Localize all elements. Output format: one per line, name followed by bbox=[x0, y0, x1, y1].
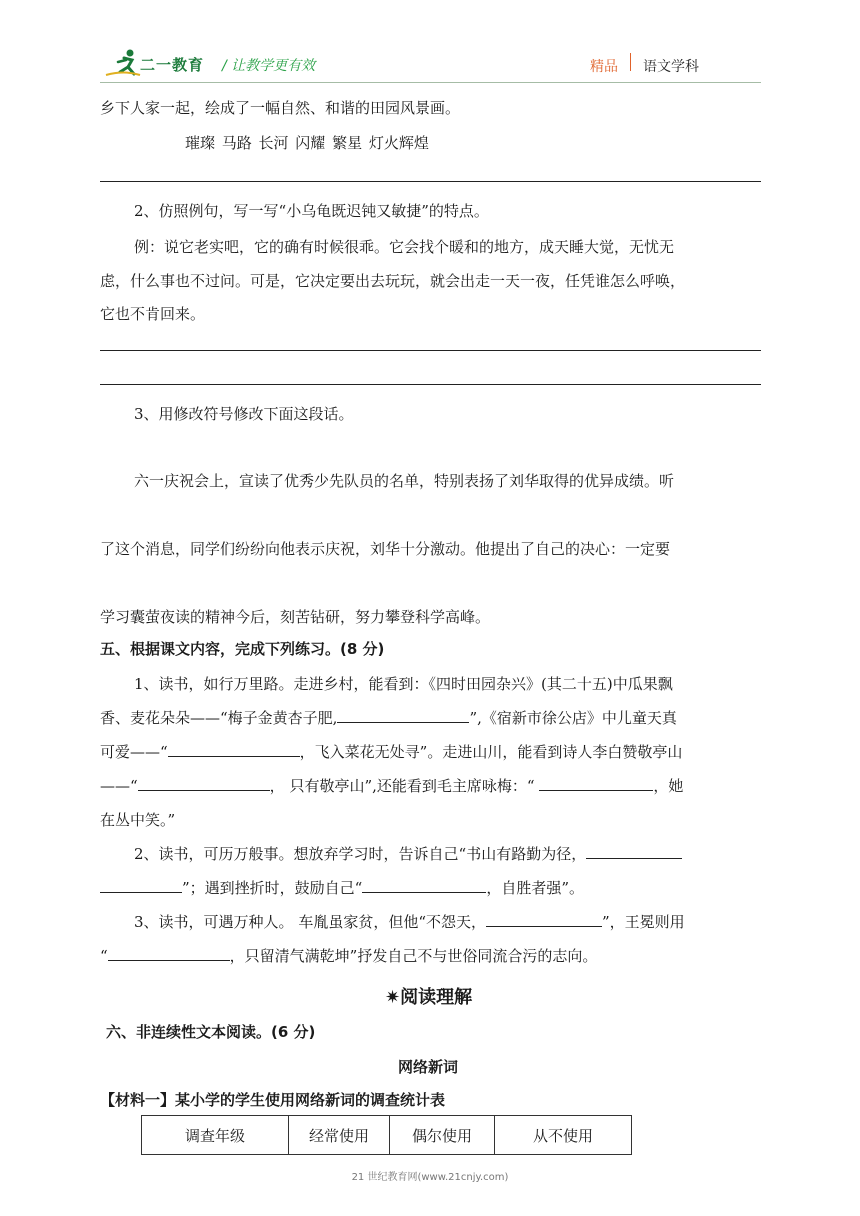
example-line: 它也不肯回来。 bbox=[100, 305, 206, 323]
exercise-text: 3、读书，可遇万种人。 车胤虽家贫，但他“不怨天， bbox=[134, 913, 486, 931]
exercise-text: 可爱——“ bbox=[100, 743, 168, 761]
fill-blank[interactable] bbox=[337, 708, 469, 723]
exercise-text: ，飞入菜花无处寻”。走进山川，能看到诗人李白赞敬亭山 bbox=[299, 743, 683, 761]
text-line: 乡下人家一起，绘成了一幅自然、和谐的田园风景画。 bbox=[100, 99, 461, 117]
example-line: 例：说它老实吧，它的确有时候很乖。它会找个暖和的地方，成天睡大觉，无忧无 bbox=[134, 238, 675, 256]
answer-line bbox=[100, 181, 761, 182]
exercise-text: ”,《宿新市徐公店》中儿童天真 bbox=[469, 709, 677, 727]
survey-table bbox=[141, 1115, 632, 1155]
exercise-line: 1、读书，如行万里路。走进乡村，能看到：《四时田园杂兴》(其二十五)中瓜果飘 bbox=[134, 675, 673, 693]
footer-source: 21 世纪教育网(www.21cnjy.com) bbox=[351, 1172, 509, 1183]
table-header-cell: 调查年级 bbox=[142, 1116, 289, 1155]
logo-text: 二一教育 bbox=[140, 56, 205, 74]
example-line: 虑，什么事也不过问。可是，它决定要出去玩玩，就会出走一天一夜，任凭谁怎么呼唤， bbox=[100, 272, 686, 290]
exercise-text: 2、读书，可历万般事。想放弃学习时，告诉自己“书山有路勤为径， bbox=[134, 845, 587, 863]
table-header-cell: 从不使用 bbox=[495, 1116, 632, 1155]
exercise-line bbox=[100, 775, 683, 796]
table-header-row bbox=[142, 1116, 632, 1155]
answer-line bbox=[100, 384, 761, 385]
exercise-text: ”；遇到挫折时，鼓励自己“ bbox=[182, 879, 363, 897]
tag-divider bbox=[630, 53, 631, 71]
exercise-text: ，只留清气满乾坤”抒发自己不与世俗同流合污的志向。 bbox=[229, 947, 598, 965]
exercise-line bbox=[100, 707, 677, 728]
exercise-line: 在丛中笑。” bbox=[100, 811, 176, 829]
answer-line bbox=[100, 350, 761, 351]
fill-blank[interactable] bbox=[539, 776, 653, 791]
fill-blank[interactable] bbox=[486, 912, 602, 927]
exercise-line bbox=[100, 877, 584, 898]
exercise-line bbox=[134, 911, 685, 932]
tag-subject: 语文学科 bbox=[643, 59, 699, 75]
section-5-title: 五、根据课文内容，完成下列练习。(8 分) bbox=[100, 640, 385, 658]
question-2-title: 2、仿照例句，写一写“小乌龟既迟钝又敏捷”的特点。 bbox=[134, 202, 489, 220]
fill-blank[interactable] bbox=[100, 878, 182, 893]
slogan: / 让教学更有效 bbox=[222, 58, 316, 74]
section-6-title: 六、非连续性文本阅读。(6 分) bbox=[106, 1023, 316, 1041]
fill-blank[interactable] bbox=[586, 844, 682, 859]
material-heading: 【材料一】某小学的学生使用网络新词的调查统计表 bbox=[100, 1091, 446, 1109]
exercise-line bbox=[100, 741, 682, 762]
fill-blank[interactable] bbox=[108, 946, 230, 961]
fill-blank[interactable] bbox=[138, 776, 270, 791]
exercise-text: 香、麦花朵朵——“梅子金黄杏子肥, bbox=[100, 709, 338, 727]
paragraph-line: 了这个消息，同学们纷纷向他表示庆祝，刘华十分激动。他提出了自己的决心：一定要 bbox=[100, 540, 671, 558]
exercise-text: ， 只有敬亭山”,还能看到毛主席咏梅：“ bbox=[269, 777, 540, 795]
paragraph-line: 六一庆祝会上，宣读了优秀少先队员的名单，特别表扬了刘华取得的优异成绩。听 bbox=[134, 472, 675, 490]
exercise-line bbox=[134, 843, 682, 864]
tag-premium: 精品 bbox=[590, 59, 618, 75]
fill-blank[interactable] bbox=[168, 742, 300, 757]
exercise-text: ，她 bbox=[653, 777, 684, 795]
table-header-cell: 经常使用 bbox=[289, 1116, 390, 1155]
fill-blank[interactable] bbox=[362, 878, 486, 893]
exercise-line bbox=[100, 945, 597, 966]
word-list: 璀璨 马路 长河 闪耀 繁星 灯火辉煌 bbox=[185, 134, 429, 152]
exercise-text: ，自胜者强”。 bbox=[486, 879, 585, 897]
question-3-title: 3、用修改符号修改下面这段话。 bbox=[134, 405, 354, 423]
passage-title: 网络新词 bbox=[398, 1058, 459, 1076]
table-header-cell: 偶尔使用 bbox=[390, 1116, 495, 1155]
header-divider bbox=[100, 82, 761, 83]
exercise-text: ”，王冕则用 bbox=[601, 913, 685, 931]
reading-section-title: ✷阅读理解 bbox=[385, 987, 473, 1008]
exercise-text: ——“ bbox=[100, 777, 138, 795]
exercise-text: “ bbox=[100, 947, 108, 965]
paragraph-line: 学习囊萤夜读的精神今后，刻苦钻研，努力攀登科学高峰。 bbox=[100, 608, 491, 626]
